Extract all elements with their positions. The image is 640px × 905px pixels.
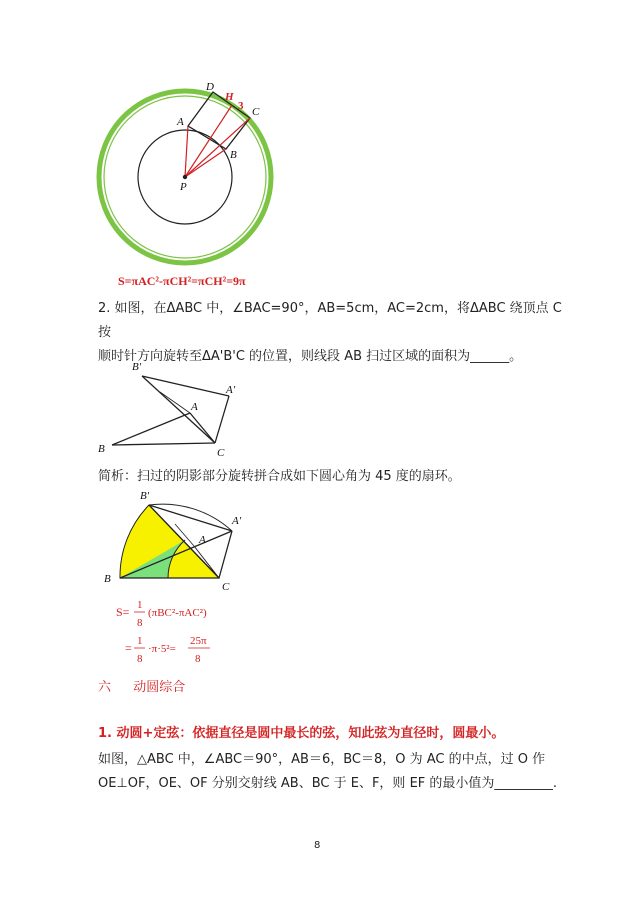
formula-frac1-num: 1 [137,599,143,611]
formula-frac3-den: 8 [195,653,201,665]
fig3-label-aprime: A' [232,515,242,527]
formula-term1: (πBC²-πAC²) [148,607,207,619]
fig3-seg-aprime-c [219,531,232,578]
formula-eq2: = [125,641,132,655]
formula-frac2-den: 8 [137,653,143,665]
formula-term2: ·π·5²= [148,643,176,655]
fig2-label-bprime: B' [132,361,142,373]
fig2-label-a: A [191,401,198,413]
label-h: H [225,91,234,103]
section-title: 动圆综合 [133,680,186,695]
page-number: 8 [314,840,321,851]
section-heading [98,676,185,700]
figure3-formula [116,599,210,665]
label-h-number: 3 [238,100,244,112]
problem2-line2: 顺时针方向旋转至ΔA'B'C 的位置，则线段 AB 扫过区域的面积为______。 [98,349,523,364]
formula-frac1-den: 8 [137,617,143,629]
rule1-text: 1. 动圆+定弦：依据直径是圆中最长的弦，知此弦为直径时，圆最小。 [98,726,505,741]
label-d: D [206,81,214,93]
fig2-label-aprime: A' [226,384,236,396]
fig2-label-c: C [217,447,225,459]
formula-s-eq: S= [116,605,130,619]
problem2-line1: 2. 如图，在ΔABC 中，∠BAC=90°，AB=5cm，AC=2cm，将ΔABC 绕顶点 C 按 [98,301,562,340]
problem3-line1: 如图，△ABC 中，∠ABC＝90°，AB＝6，BC＝8，O 为 AC 的中点，过 O 作 [98,752,546,767]
fig3-label-b: B [104,573,111,585]
fig3-label-a: A [199,534,206,546]
fig3-label-c: C [222,581,230,593]
label-c: C [252,106,260,118]
formula-frac2-num: 1 [137,635,143,647]
problem3-line2: OE⊥OF，OE、OF 分别交射线 AB、BC 于 E、F，则 EF 的最小值为_________. [98,776,558,791]
section-number: 六 [98,680,112,695]
formula-frac3-num: 25π [190,635,207,647]
label-b: B [230,149,237,161]
analysis-text: 简析：扫过的阴影部分旋转拼合成如下圆心角为 45 度的扇环。 [98,469,461,484]
fig3-label-bprime: B' [140,490,150,502]
fig2-label-b: B [98,443,105,455]
label-a: A [177,116,184,128]
label-p: P [180,181,187,193]
figure1-formula: S=πAC²-πCH²=πCH²=9π [118,274,246,288]
